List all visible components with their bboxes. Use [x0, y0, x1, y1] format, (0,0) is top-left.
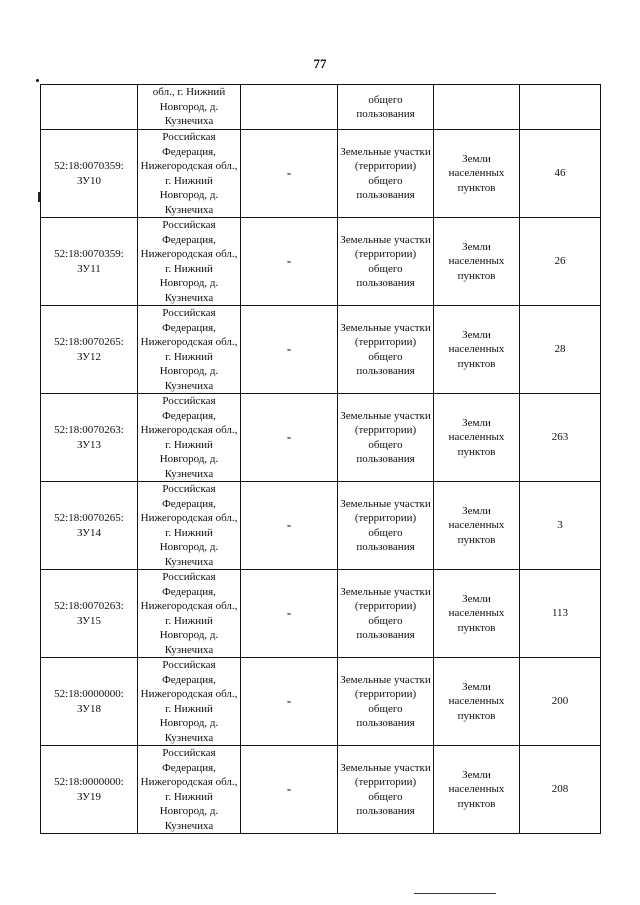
cell-area: 113: [520, 570, 601, 658]
cell-category: Земельные участки (территории) общего пользования: [338, 482, 434, 570]
page-number: 77: [313, 56, 327, 71]
cell-dash: -: [241, 746, 338, 834]
table-row: [41, 130, 601, 218]
cell-dash: -: [241, 218, 338, 306]
cell-category: Земельные участки (территории) общего пользования: [338, 658, 434, 746]
cell-address: обл., г. Нижний Новгород, д. Кузнечиха: [138, 85, 241, 130]
cell-address: Российская Федерация, Нижегородская обл., г. Нижний Новгород, д. Кузнечиха: [138, 482, 241, 570]
cell-category: Земельные участки (территории) общего пользования: [338, 218, 434, 306]
cell-land: Земли населенных пунктов: [434, 218, 520, 306]
cell-area: 28: [520, 306, 601, 394]
cell-number: 52:18:0070359: ЗУ11: [41, 218, 138, 306]
cell-category: общего пользования: [338, 85, 434, 130]
cell-category: Земельные участки (территории) общего пользования: [338, 394, 434, 482]
cell-number: 52:18:0000000: ЗУ19: [41, 746, 138, 834]
cell-area: 263: [520, 394, 601, 482]
cell-number: 52:18:0070265: ЗУ14: [41, 482, 138, 570]
cell-land: [434, 85, 520, 130]
land-plots-table: [40, 84, 601, 834]
cell-land: Земли населенных пунктов: [434, 570, 520, 658]
cell-land: Земли населенных пунктов: [434, 130, 520, 218]
cell-dash: -: [241, 306, 338, 394]
cell-area: 200: [520, 658, 601, 746]
cell-dash: -: [241, 658, 338, 746]
table-body: [41, 85, 601, 834]
cell-category: Земельные участки (территории) общего пользования: [338, 746, 434, 834]
cell-number: 52:18:0070263: ЗУ13: [41, 394, 138, 482]
cell-area: 3: [520, 482, 601, 570]
cell-dash: -: [241, 130, 338, 218]
cell-land: Земли населенных пунктов: [434, 746, 520, 834]
cell-land: Земли населенных пунктов: [434, 306, 520, 394]
cell-land: Земли населенных пунктов: [434, 658, 520, 746]
table-row: [41, 746, 601, 834]
cell-number: 52:18:0070265: ЗУ12: [41, 306, 138, 394]
footer-line: [414, 893, 496, 894]
cell-address: Российская Федерация, Нижегородская обл., г. Нижний Новгород, д. Кузнечиха: [138, 746, 241, 834]
cell-area: 46: [520, 130, 601, 218]
cell-category: Земельные участки (территории) общего пользования: [338, 306, 434, 394]
cell-number: 52:18:0070263: ЗУ15: [41, 570, 138, 658]
cell-dash: -: [241, 570, 338, 658]
cell-address: Российская Федерация, Нижегородская обл., г. Нижний Новгород, д. Кузнечиха: [138, 218, 241, 306]
cell-dash: -: [241, 482, 338, 570]
cell-land: Земли населенных пунктов: [434, 394, 520, 482]
cell-address: Российская Федерация, Нижегородская обл., г. Нижний Новгород, д. Кузнечиха: [138, 394, 241, 482]
table-row: [41, 570, 601, 658]
cell-category: Земельные участки (территории) общего пользования: [338, 570, 434, 658]
cell-number: 52:18:0000000: ЗУ18: [41, 658, 138, 746]
table-row: [41, 218, 601, 306]
cell-number: [41, 85, 138, 130]
cell-dash: [241, 85, 338, 130]
cell-number: 52:18:0070359: ЗУ10: [41, 130, 138, 218]
cell-address: Российская Федерация, Нижегородская обл., г. Нижний Новгород, д. Кузнечиха: [138, 570, 241, 658]
margin-dot: [36, 79, 39, 82]
cell-address: Российская Федерация, Нижегородская обл., г. Нижний Новгород, д. Кузнечиха: [138, 306, 241, 394]
cell-category: Земельные участки (территории) общего пользования: [338, 130, 434, 218]
cell-address: Российская Федерация, Нижегородская обл., г. Нижний Новгород, д. Кузнечиха: [138, 130, 241, 218]
cell-area: [520, 85, 601, 130]
table-row: [41, 306, 601, 394]
cell-land: Земли населенных пунктов: [434, 482, 520, 570]
table-row: [41, 482, 601, 570]
cell-dash: -: [241, 394, 338, 482]
cell-area: 26: [520, 218, 601, 306]
cell-area: 208: [520, 746, 601, 834]
table-row: [41, 394, 601, 482]
cell-address: Российская Федерация, Нижегородская обл., г. Нижний Новгород, д. Кузнечиха: [138, 658, 241, 746]
table-row: [41, 658, 601, 746]
continuation-row: [41, 85, 601, 130]
